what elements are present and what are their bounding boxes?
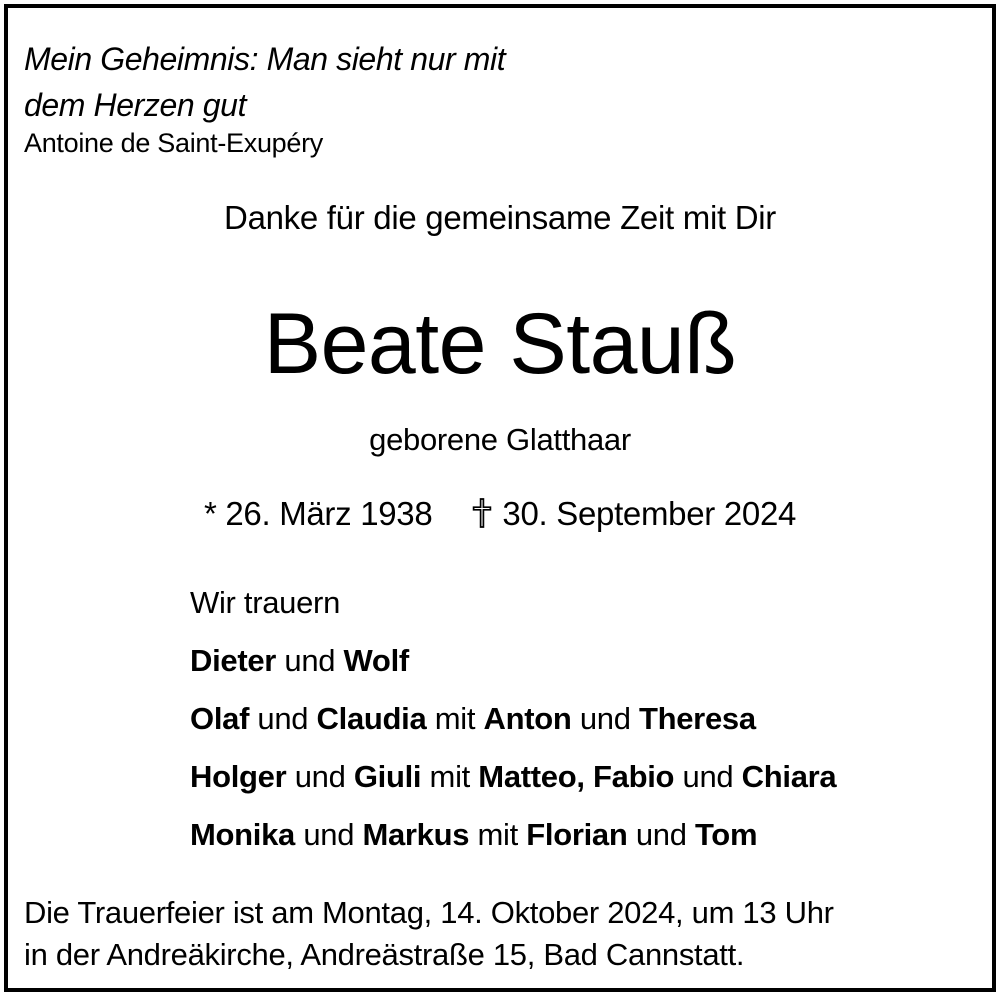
mourner-row bbox=[190, 632, 836, 690]
mourner-name: Markus bbox=[362, 817, 470, 852]
mourner-row bbox=[190, 690, 836, 748]
mourners-intro: Wir trauern bbox=[190, 585, 341, 620]
connector: , bbox=[576, 759, 594, 794]
connector: mit bbox=[469, 817, 527, 852]
life-dates bbox=[0, 492, 1000, 536]
connector: und bbox=[295, 817, 363, 852]
mourner-name: Holger bbox=[190, 759, 287, 794]
mourner-name: Monika bbox=[190, 817, 295, 852]
connector: und bbox=[674, 759, 742, 794]
mourners bbox=[190, 574, 836, 864]
funeral-line-1: Die Trauerfeier ist am Montag, 14. Oktober 2024, um 13 Uhr bbox=[24, 895, 834, 930]
death-date: 30. September 2024 bbox=[502, 495, 797, 532]
mourner-name: Giuli bbox=[353, 759, 422, 794]
mourner-name: Fabio bbox=[593, 759, 675, 794]
connector: mit bbox=[421, 759, 479, 794]
thanks-line: Danke für die gemeinsame Zeit mit Dir bbox=[224, 199, 776, 236]
connector: und bbox=[571, 701, 639, 736]
connector: und bbox=[276, 643, 344, 678]
connector: und bbox=[249, 701, 317, 736]
quote-line-1: Mein Geheimnis: Man sieht nur mit bbox=[24, 41, 506, 77]
mourner-name: Anton bbox=[483, 701, 572, 736]
mourner-name: Florian bbox=[526, 817, 628, 852]
mourner-name: Matteo bbox=[478, 759, 577, 794]
funeral-info bbox=[24, 892, 834, 976]
mourner-name: Olaf bbox=[190, 701, 250, 736]
deceased-name: Beate Stauß bbox=[263, 296, 737, 392]
mourner-name: Chiara bbox=[741, 759, 837, 794]
quote-line-2: dem Herzen gut bbox=[24, 87, 247, 123]
cross-icon bbox=[472, 498, 492, 528]
connector: und bbox=[286, 759, 354, 794]
mourner-name: Theresa bbox=[638, 701, 756, 736]
mourner-row bbox=[190, 806, 836, 864]
mourner-name: Tom bbox=[694, 817, 758, 852]
maiden-name: geborene Glatthaar bbox=[369, 422, 631, 457]
birth-date: * 26. März 1938 bbox=[203, 495, 433, 532]
mourner-name: Claudia bbox=[316, 701, 427, 736]
mourner-row bbox=[190, 748, 836, 806]
mourner-name: Wolf bbox=[343, 643, 409, 678]
mourner-name: Dieter bbox=[190, 643, 277, 678]
connector: mit bbox=[426, 701, 484, 736]
quote bbox=[24, 36, 505, 128]
funeral-line-2: in der Andreäkirche, Andreästraße 15, Bad Cannstatt. bbox=[24, 937, 745, 972]
connector: und bbox=[627, 817, 695, 852]
quote-author: Antoine de Saint-Exupéry bbox=[24, 128, 323, 158]
